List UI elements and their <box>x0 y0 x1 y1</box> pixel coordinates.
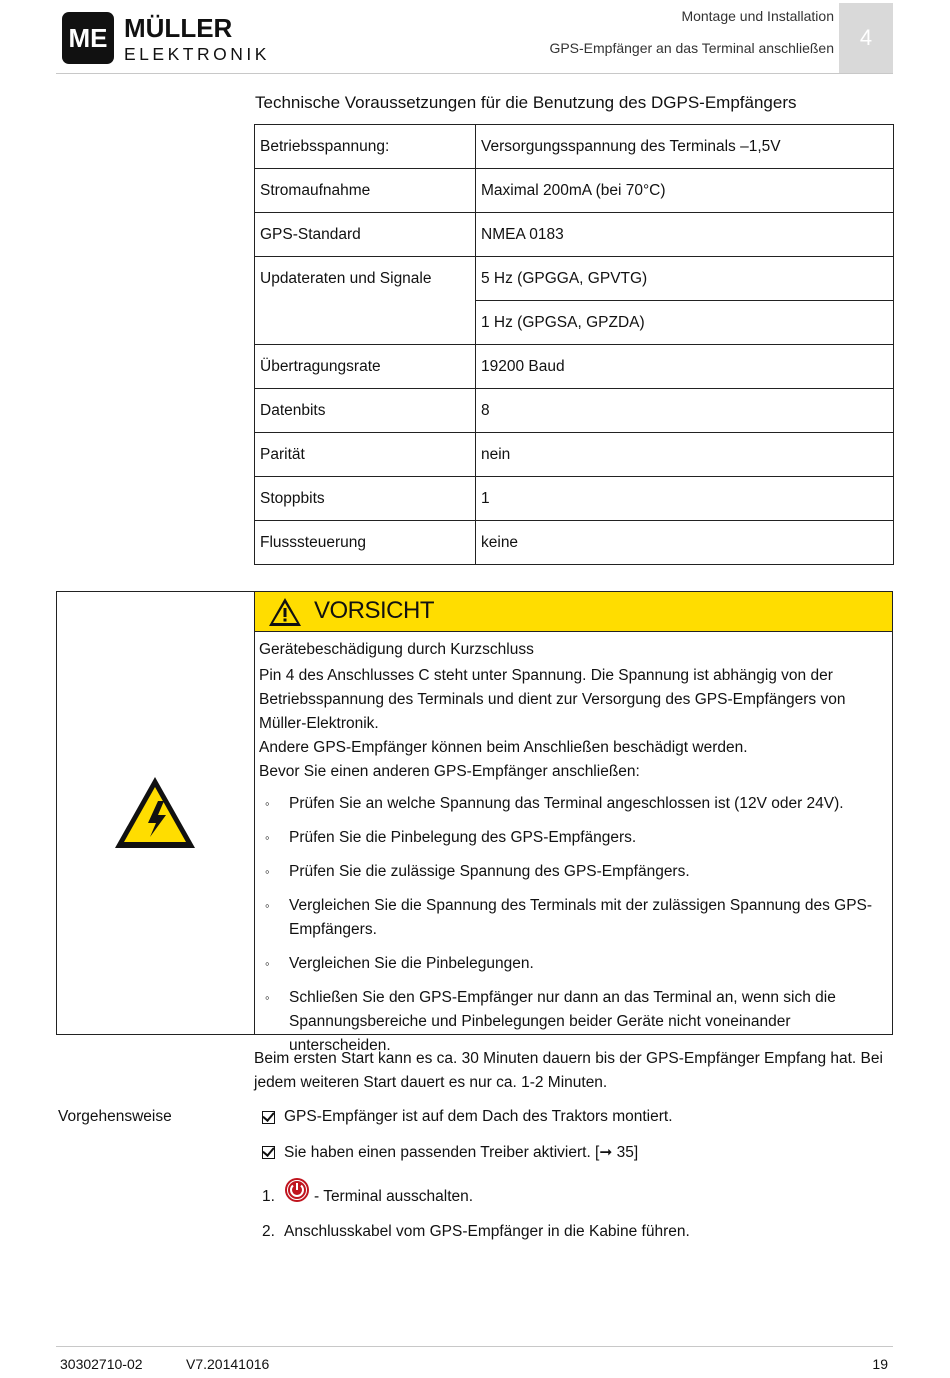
spec-key: GPS-Standard <box>255 213 476 257</box>
precondition-item <box>262 1143 638 1162</box>
warning-title: Gerätebeschädigung durch Kurzschluss <box>259 641 534 658</box>
list-item-text: Vergleichen Sie die Spannung des Terminals mit der zulässigen Spannung des GPS-Empfängers. <box>289 897 873 938</box>
table-row <box>255 169 894 213</box>
list-item <box>259 826 879 850</box>
spec-key: Betriebsspannung: <box>255 125 476 169</box>
bullet: ◦ <box>265 830 270 845</box>
spec-value: 8 <box>476 389 894 433</box>
list-item-text: Schließen Sie den GPS-Empfänger nur dann an das Terminal an, wenn sich die Spannungsbereiche und Pinbelegungen beider Geräte nicht voneinander unterscheiden. <box>289 989 836 1054</box>
list-item-text: Prüfen Sie die zulässige Spannung des GPS-Empfängers. <box>289 863 690 880</box>
spec-value: nein <box>476 433 894 477</box>
warning-body <box>259 664 879 784</box>
list-item <box>259 952 879 976</box>
checkbox-checked-icon <box>262 1111 275 1124</box>
spec-value: 1 Hz (GPGSA, GPZDA) <box>476 301 894 345</box>
checkbox-checked-icon <box>262 1146 275 1159</box>
list-item <box>259 860 879 884</box>
chapter-number-badge: 4 <box>839 3 893 73</box>
bullet: ◦ <box>265 990 270 1005</box>
step-number: 2. <box>262 1223 275 1240</box>
footer-divider <box>56 1346 893 1347</box>
header-divider <box>56 73 893 74</box>
spec-value: Maximal 200mA (bei 70°C) <box>476 169 894 213</box>
startup-note: Beim ersten Start kann es ca. 30 Minuten dauern bis der GPS-Empfänger Empfang hat. Bei jedem weiteren Start dauert es nur ca. 1-2 Minuten. <box>254 1050 883 1091</box>
table-row <box>255 433 894 477</box>
procedure-step <box>262 1223 690 1241</box>
warning-triangle-icon <box>268 597 302 627</box>
document-version: V7.20141016 <box>186 1356 270 1372</box>
spec-key <box>255 301 476 345</box>
procedure-label: Vorgehensweise <box>58 1108 172 1125</box>
step-text: - Terminal ausschalten. <box>314 1188 474 1205</box>
spec-value: 5 Hz (GPGGA, GPVTG) <box>476 257 894 301</box>
section-title: Technische Voraussetzungen für die Benutzung des DGPS-Empfängers <box>255 93 797 112</box>
spec-key: Übertragungsrate <box>255 345 476 389</box>
bullet: ◦ <box>265 796 270 811</box>
list-item <box>259 792 879 816</box>
list-item <box>259 894 879 942</box>
table-row <box>255 257 894 301</box>
list-item-text: Prüfen Sie die Pinbelegung des GPS-Empfängers. <box>289 829 637 846</box>
warning-column-divider <box>254 591 255 1035</box>
table-row <box>255 345 894 389</box>
warning-list <box>259 792 879 1068</box>
document-number: 30302710-02 <box>60 1356 143 1372</box>
electrical-hazard-icon <box>113 775 197 851</box>
specs-table <box>254 124 894 565</box>
svg-text:MÜLLER: MÜLLER <box>124 13 233 43</box>
header-section-title: GPS-Empfänger an das Terminal anschließen <box>549 40 834 56</box>
bullet: ◦ <box>265 898 270 913</box>
precondition-text: GPS-Empfänger ist auf dem Dach des Traktors montiert. <box>284 1108 673 1125</box>
table-row <box>255 125 894 169</box>
warning-paragraph: Bevor Sie einen anderen GPS-Empfänger anschließen: <box>259 763 640 780</box>
list-item-text: Vergleichen Sie die Pinbelegungen. <box>289 955 534 972</box>
warning-paragraph: Andere GPS-Empfänger können beim Anschließen beschädigt werden. <box>259 739 748 756</box>
table-row <box>255 389 894 433</box>
svg-text:ME: ME <box>68 23 108 53</box>
bullet: ◦ <box>265 864 270 879</box>
spec-key: Datenbits <box>255 389 476 433</box>
spec-value: 1 <box>476 477 894 521</box>
svg-text:ELEKTRONIK: ELEKTRONIK <box>124 44 270 64</box>
procedure-step <box>262 1188 473 1206</box>
warning-signal-word: VORSICHT <box>314 597 435 624</box>
mueller-elektronik-logo <box>62 10 270 66</box>
spec-key: Stoppbits <box>255 477 476 521</box>
header-chapter-title: Montage und Installation <box>681 8 834 24</box>
table-row <box>255 213 894 257</box>
table-row <box>255 301 894 345</box>
precondition-item <box>262 1108 673 1126</box>
table-row <box>255 477 894 521</box>
table-row <box>255 521 894 565</box>
spec-key: Flusssteuerung <box>255 521 476 565</box>
list-item-text: Prüfen Sie an welche Spannung das Terminal angeschlossen ist (12V oder 24V). <box>289 795 844 812</box>
power-button-icon <box>284 1177 310 1203</box>
precondition-text[interactable]: Sie haben einen passenden Treiber aktiviert. [➞ 35] <box>284 1144 639 1161</box>
spec-key: Updateraten und Signale <box>255 257 476 301</box>
spec-value: NMEA 0183 <box>476 213 894 257</box>
spec-key: Stromaufnahme <box>255 169 476 213</box>
spec-value: 19200 Baud <box>476 345 894 389</box>
spec-value: Versorgungsspannung des Terminals –1,5V <box>476 125 894 169</box>
warning-paragraph: Pin 4 des Anschlusses C steht unter Spannung. Die Spannung ist abhängig von der Betriebsspannung des Terminals und dient zur Versorgung des GPS-Empfängers von Müller-Elektronik. <box>259 667 846 732</box>
step-number: 1. <box>262 1188 275 1205</box>
spec-value: keine <box>476 521 894 565</box>
bullet: ◦ <box>265 956 270 971</box>
step-text: Anschlusskabel vom GPS-Empfänger in die Kabine führen. <box>284 1223 690 1240</box>
page-number: 19 <box>872 1356 888 1372</box>
spec-key: Parität <box>255 433 476 477</box>
